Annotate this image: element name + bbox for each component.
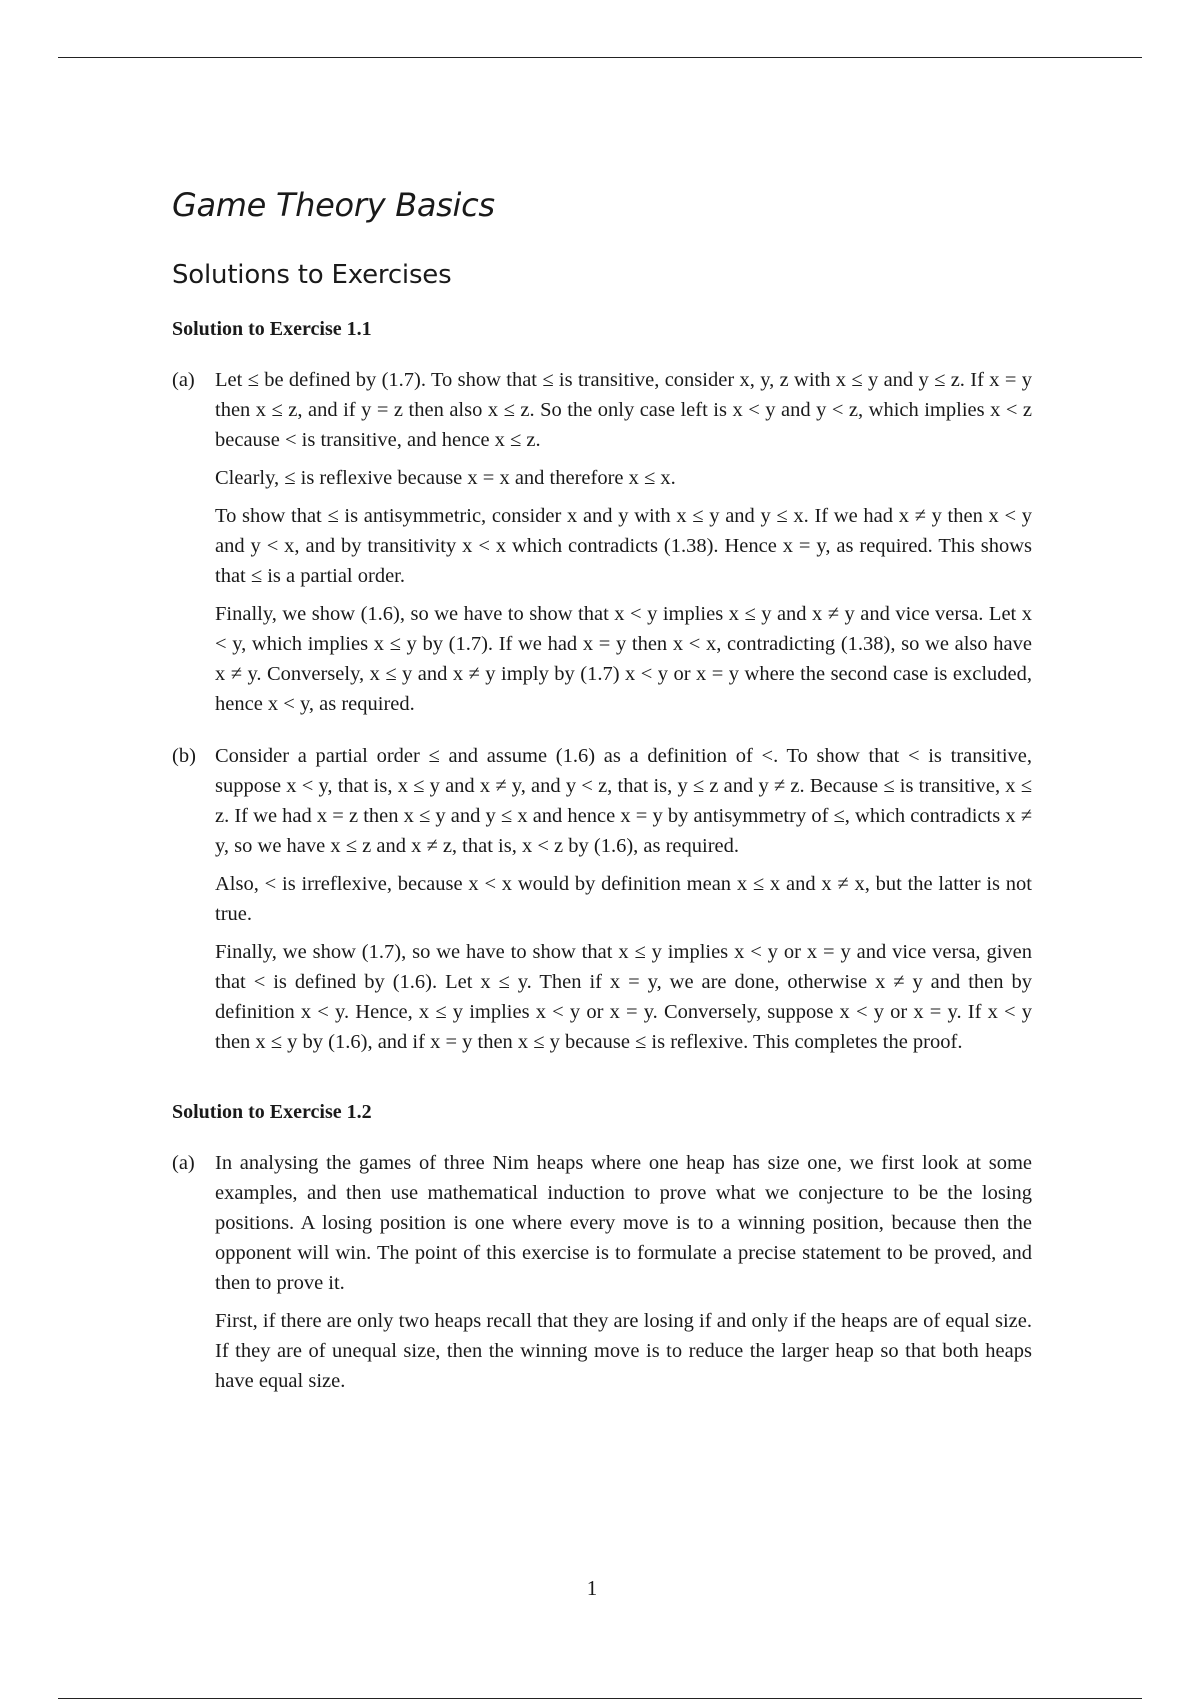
part-label: (b) <box>172 745 196 767</box>
paragraph: Finally, we show (1.6), so we have to show that x < y implies x ≤ y and x ≠ y and vice versa. Let x < y, which implies x ≤ y by (1.7). If we had x = y then x < x, contradicting (1.38), so we also have x ≠ y. Conversely, x ≤ y and x ≠ y imply by (1.7) x < y or x = y where the second case is excluded, hence x < y, as required. <box>215 603 1032 715</box>
document-title: Game Theory Basics <box>172 186 495 224</box>
chapter-title: Solutions to Exercises <box>172 260 452 290</box>
paragraph: To show that ≤ is antisymmetric, consider x and y with x ≤ y and y ≤ x. If we had x ≠ y then x < y and y < x, and by transitivity x < x which contradicts (1.38). Hence x = y, as required. This shows that ≤ is a partial order. <box>215 505 1032 587</box>
part-b <box>172 741 1032 1065</box>
paragraph: Finally, we show (1.7), so we have to show that x ≤ y implies x < y or x = y and vice versa, given that < is defined by (1.6). Let x ≤ y. Then if x = y, we are done, otherwise x ≠ y and then by definition x < y. Hence, x ≤ y implies x < y or x = y. Conversely, suppose x < y or x = y. If x < y then x ≤ y by (1.6), and if x = y then x ≤ y because ≤ is reflexive. This completes the proof. <box>215 941 1032 1053</box>
part-body <box>215 1148 1032 1404</box>
section-exercise-1-2 <box>172 1101 1032 1404</box>
part-label: (a) <box>172 369 195 391</box>
paragraph: Clearly, ≤ is reflexive because x = x and therefore x ≤ x. <box>215 467 676 489</box>
part-a <box>172 365 1032 727</box>
section-heading: Solution to Exercise 1.2 <box>172 1101 372 1123</box>
page-content <box>172 186 1032 1418</box>
part-a <box>172 1148 1032 1404</box>
part-body <box>215 741 1032 1065</box>
footer-rule <box>58 1698 1142 1699</box>
page-number: 1 <box>586 1576 598 1600</box>
paragraph: Consider a partial order ≤ and assume (1.6) as a definition of <. To show that < is transitive, suppose x < y, that is, x ≤ y and x ≠ y, and y < z, that is, y ≤ z and y ≠ z. Because ≤ is transitive, x ≤ z. If we had x = z then x ≤ y and y ≤ x and hence x = y by antisymmetry of ≤, which contradicts x ≠ y, so we have x ≤ z and x ≠ z, that is, x < z by (1.6), as required. <box>215 745 1032 857</box>
part-label: (a) <box>172 1152 195 1174</box>
paragraph: Let ≤ be defined by (1.7). To show that ≤ is transitive, consider x, y, z with x ≤ y and y ≤ z. If x = y then x ≤ z, and if y = z then also x ≤ z. So the only case left is x < y and y < z, which implies x < z because < is transitive, and hence x ≤ z. <box>215 369 1032 451</box>
paragraph: First, if there are only two heaps recall that they are losing if and only if the heaps are of equal size. If they are of unequal size, then the winning move is to reduce the larger heap so that both heaps have equal size. <box>215 1310 1032 1392</box>
header-rule <box>58 57 1142 58</box>
paragraph: In analysing the games of three Nim heaps where one heap has size one, we first look at some examples, and then use mathematical induction to prove what we conjecture to be the losing positions. A losing position is one where every move is to a winning position, because then the opponent will win. The point of this exercise is to formulate a precise statement to be proved, and then to prove it. <box>215 1152 1032 1294</box>
part-body <box>215 365 1032 727</box>
paragraph: Also, < is irreflexive, because x < x would by definition mean x ≤ x and x ≠ x, but the latter is not true. <box>215 873 1032 925</box>
section-exercise-1-1 <box>172 318 1032 1065</box>
section-heading: Solution to Exercise 1.1 <box>172 318 372 340</box>
